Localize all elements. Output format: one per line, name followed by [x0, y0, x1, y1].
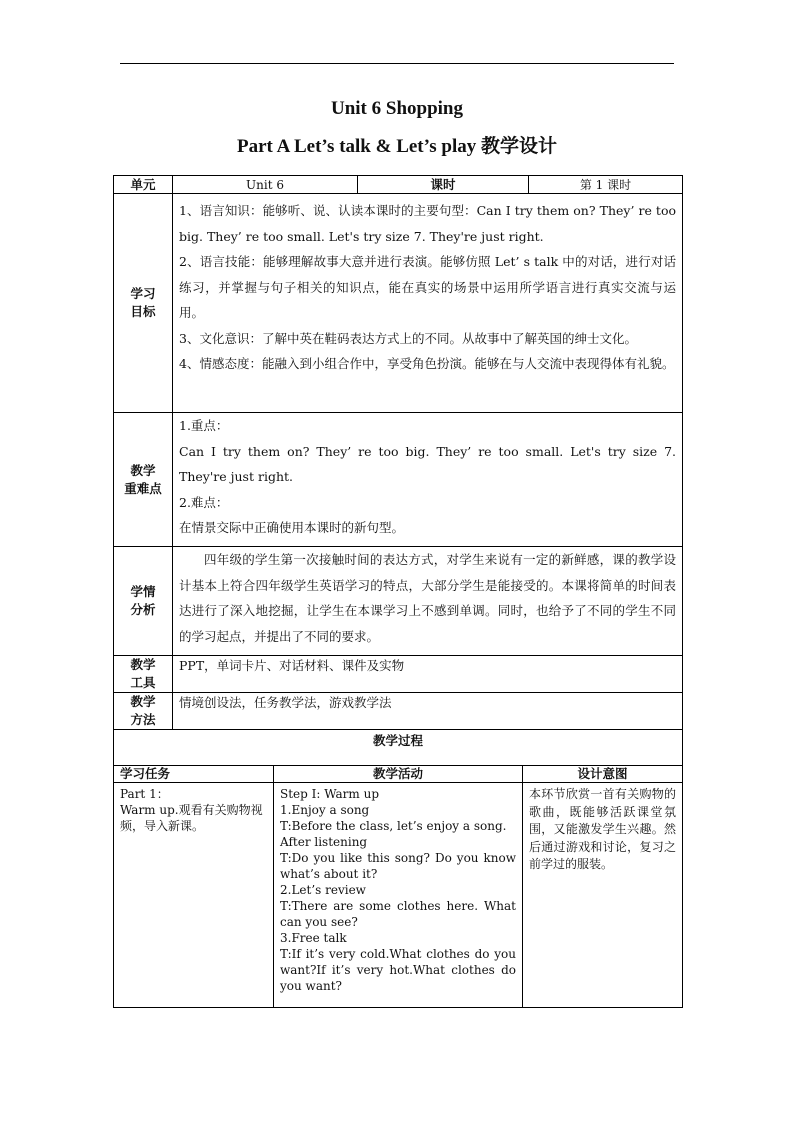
activity-line: Step I: Warm up: [280, 787, 380, 801]
objective-item: 2、语言技能：能够理解故事大意并进行表演。能够仿照 Let’ s talk 中的对话，进行对话练习，并掌握与句子相关的知识点，能在真实的场景中运用所学语言进行真实交流与运用。: [179, 254, 676, 320]
header-rule: [120, 63, 674, 64]
lesson-plan-table: [113, 175, 683, 766]
activity-cell: [274, 783, 523, 1008]
methods-label: 教学 方法: [114, 693, 173, 730]
tools-row: [114, 656, 683, 693]
lesson-label: 课时: [358, 176, 529, 194]
objectives-label: 学习 目标: [114, 194, 173, 413]
key-text: Can I try them on? They’ re too big. They’ re too small. Let's try size 7. They're just right.: [179, 443, 676, 484]
activity-column-header: 教学活动: [274, 766, 523, 783]
intent-cell: 本环节欣赏一首有关购物的歌曲，既能够活跃课堂氛围，又能激发学生兴趣。然后通过游戏和讨论，复习之前学过的服装。: [523, 783, 683, 1008]
key-title: 1.重点：: [179, 418, 229, 433]
analysis-text: 四年级的学生第一次接触时间的表达方式，对学生来说有一定的新鲜感，课的教学设计基本上符合四年级学生英语学习的特点，大部分学生是能接受的。本课将简单的时间表达进行了深入地挖掘，让学生在本课学习上不感到单调。同时，也给予了不同的学生不同的学习起点，并提出了不同的要求。: [173, 547, 683, 656]
tools-text: PPT，单词卡片、对话材料、课件及实物: [173, 656, 683, 693]
activity-line: After listening: [280, 835, 368, 849]
unit-value: Unit 6: [173, 176, 358, 194]
objective-item: 1、语言知识：能够听、说、认读本课时的主要句型：Can I try them on? They’ re too big. They’ re too small. Let's try size 7. They're just right.: [179, 203, 676, 244]
process-title: 教学过程: [114, 730, 683, 766]
process-header-row: [114, 766, 683, 783]
activity-line: 3.Free talk: [280, 931, 347, 945]
methods-row: [114, 693, 683, 730]
activity-line: 2.Let’s review: [280, 883, 366, 897]
key-points-content: [173, 413, 683, 547]
activity-line: T:If it’s very cold.What clothes do you want?If it’s very hot.What clothes do you want?: [280, 947, 516, 993]
objectives-content: [173, 194, 683, 413]
page-subtitle: Part A Let’s talk & Let’s play 教学设计: [237, 136, 557, 157]
process-title-row: [114, 730, 683, 766]
objective-item: 3、文化意识：了解中英在鞋码表达方式上的不同。从故事中了解英国的绅士文化。: [179, 330, 637, 346]
info-row: [114, 176, 683, 194]
task-cell: [114, 783, 274, 1008]
activity-line: 1.Enjoy a song: [280, 803, 370, 817]
task-column-header: 学习任务: [114, 766, 274, 783]
lesson-value: 第 1 课时: [529, 176, 683, 194]
methods-text: 情境创设法，任务教学法，游戏教学法: [173, 693, 683, 730]
objective-item: 4、情感态度：能融入到小组合作中，享受角色扮演。能够在与人交流中表现得体有礼貌。: [179, 356, 675, 371]
process-row: [114, 783, 683, 1008]
analysis-label: 学情 分析: [114, 547, 173, 656]
difficulty-title: 2.难点：: [179, 494, 229, 510]
tools-label: 教学 工具: [114, 656, 173, 693]
task-description: Warm up.观看有关购物视频，导入新课。: [120, 803, 263, 833]
activity-line: T:There are some clothes here. What can you see?: [280, 899, 516, 929]
page-title: Unit 6 Shopping: [330, 98, 463, 119]
task-part: Part 1：: [120, 787, 169, 801]
objectives-row: [114, 194, 683, 413]
activity-line: T:Do you like this song? Do you know what’s about it?: [280, 851, 516, 881]
intent-column-header: 设计意图: [523, 766, 683, 783]
key-points-label: 教学 重难点: [114, 413, 173, 547]
key-points-row: [114, 413, 683, 547]
unit-label: 单元: [114, 176, 173, 194]
analysis-row: [114, 547, 683, 656]
difficulty-text: 在情景交际中正确使用本课时的新句型。: [179, 520, 405, 535]
activity-line: T:Before the class, let’s enjoy a song.: [280, 819, 507, 833]
process-table: [113, 765, 683, 1008]
